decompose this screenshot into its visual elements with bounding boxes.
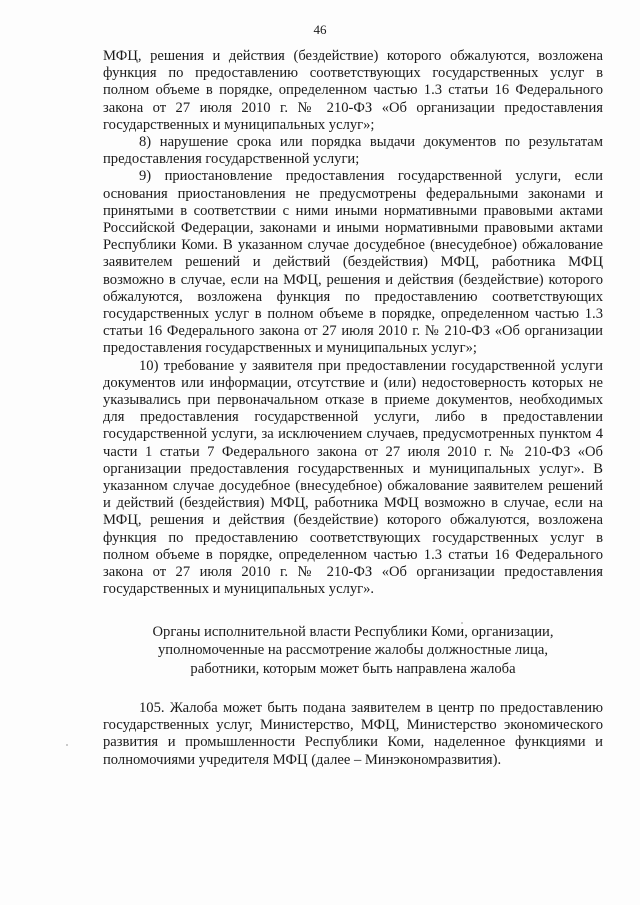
scan-artifact bbox=[66, 744, 68, 746]
paragraph-item-9: 9) приостановление предоставления государственной услуги, если основания приостановления не предусмотрены федеральными законами и принятыми в соответствии с ними иными нормативными правовыми актами Российской Федерации, законами и иными нормативными правовыми актами Республики Коми. В указанном случае досудебное (внесудебное) обжалование заявителем решений и действий (бездействия) МФЦ, работника МФЦ возможно в случае, если на МФЦ, решения и действия (бездействие) которого обжалуются, возложена функция по предоставлению соответствующих государственных услуг в полном объеме в порядке, определенном частью 1.3 статьи 16 Федерального закона от 27 июля 2010 г. № 210-ФЗ «Об организации предоставления государственных и муниципальных услуг»; bbox=[103, 168, 603, 357]
page-number: 46 bbox=[313, 22, 327, 37]
paragraph-item-8: 8) нарушение срока или порядка выдачи документов по результатам предоставления государственной услуги; bbox=[103, 134, 603, 168]
scan-artifact bbox=[461, 622, 463, 624]
heading-line-2: уполномоченные на рассмотрение жалобы должностные лица, bbox=[157, 642, 549, 658]
paragraph-continuation: МФЦ, решения и действия (бездействие) которого обжалуются, возложена функция по предоставлению соответствующих государственных услуг в полном объеме в порядке, определенном частью 1.3 статьи 16 Федерального закона от 27 июля 2010 г. № 210-ФЗ «Об организации предоставления государственных и муниципальных услуг»; bbox=[103, 48, 603, 133]
heading-line-3: работники, которым может быть направлена жалоба bbox=[190, 660, 516, 677]
paragraph-item-10: 10) требование у заявителя при предоставлении государственной услуги документов или информации, отсутствие и (или) недостоверность которых не указывались при первоначальном отказе в приеме документов, необходимых для предоставления государственной услуги, либо в предоставлении государственной услуги, за исключением случаев, предусмотренных пунктом 4 части 1 статьи 7 Федерального закона от 27 июля 2010 г. № 210-ФЗ «Об организации предоставления государственных и муниципальных услуг». В указанном случае досудебное (внесудебное) обжалование заявителем решений и действий (бездействия) МФЦ, работника МФЦ возможно в случае, если на МФЦ, решения и действия (бездействие) которого обжалуются, возложена функция по предоставлению соответствующих государственных услуг в полном объеме в порядке, определенном частью 1.3 статьи 16 Федерального закона от 27 июля 2010 г. № 210-ФЗ «Об организации предоставления государственных и муниципальных услуг». bbox=[103, 357, 603, 598]
paragraph-105: 105. Жалоба может быть подана заявителем в центр по предоставлению государственных услуг, Министерство, МФЦ, Министерство экономического развития и промышленности Республики Коми, наделенное функциями и полномочиями учредителя МФЦ (далее – Минэкономразвития). bbox=[103, 700, 603, 768]
heading-line-1: Органы исполнительной власти Республики Коми, организации, bbox=[152, 623, 554, 640]
page-content bbox=[103, 48, 603, 769]
section-heading bbox=[103, 623, 603, 679]
